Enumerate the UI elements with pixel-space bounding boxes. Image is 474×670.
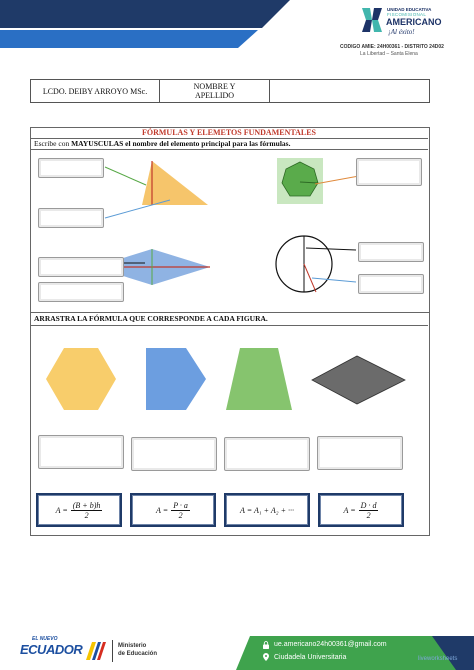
formula-fraction [71,501,103,520]
answer-box-rhombus-top[interactable] [38,257,124,277]
formula-lhs: A = [156,505,169,515]
pointer-arrow-blue [105,200,170,218]
formula-numerator: P · a [173,500,188,510]
answer-box-heptagon[interactable] [356,158,422,186]
footer-ministry [20,632,230,666]
heptagon-figure [275,156,365,208]
formula-denominator: 2 [84,510,89,520]
answer-box-circle-top[interactable] [358,242,424,262]
flag-stripes-icon [82,640,108,662]
school-location: La Libertad – Santa Elena [360,51,418,57]
answer-box-rhombus-bottom[interactable] [38,282,124,302]
contact-email[interactable]: ue.americano24h00361@gmail.com [274,641,387,648]
formula-card-sum[interactable] [224,493,310,527]
footer-divider [112,640,113,662]
school-logo-icon [360,6,384,34]
trapezoid-shape [226,348,292,410]
formula-fraction [359,501,379,520]
name-label: NOMBRE Y APELLIDO [160,80,270,102]
answer-box-circle-bottom[interactable] [358,274,424,294]
section1-instruction [34,139,290,148]
teacher-name: LCDO. DEIBY ARROYO MSc. [31,80,160,102]
ministry-line1: Ministerio [118,643,147,649]
instruction-prefix: Escribe con [34,139,70,148]
formula-fraction [171,501,190,520]
formula-numerator: (B + b)h [72,500,101,510]
school-name-line2: FISCOMISIONAL [387,12,427,17]
formula-card-rhombus[interactable] [318,493,404,527]
section2-title: ARRASTRA LA FÓRMULA QUE CORRESPONDE A CADA FIGURA. [34,314,268,323]
watermark: liveworksheets [418,656,458,662]
contact-address: Ciudadela Universitaria [274,654,347,661]
drop-zone-hexagon[interactable] [38,435,124,469]
info-table [30,79,430,103]
answer-box-triangle-top[interactable] [38,158,104,178]
pointer-arrow-blue-circle [312,278,356,282]
section1-divider [30,149,428,150]
pentagon-shape [146,348,206,410]
formula-denominator: 2 [366,510,371,520]
shapes-row [40,342,420,414]
formula-card-trapezoid[interactable] [36,493,122,527]
drop-zone-rhombus[interactable] [317,436,403,470]
answer-box-triangle-bottom[interactable] [38,208,104,228]
lock-icon [262,641,270,649]
school-brand: AMERICANO [386,17,442,27]
triangle-figure [100,155,220,225]
header-blue-band [0,30,258,48]
ministry-line2: de Educación [118,651,158,657]
formula-lhs: A = [343,505,356,515]
school-name-line1: UNIDAD EDUCATIVA [387,7,432,12]
formula-lhs: A = [55,505,68,515]
instruction-bold: MAYUSCULAS el nombre del elemento principal para las fórmulas. [71,139,291,148]
section1-title: FÓRMULAS Y ELEMETOS FUNDAMENTALES [30,127,428,139]
ministry-tag: EL NUEVO [32,636,58,642]
section2-divider [30,325,428,326]
formula-lhs: A = A₁ + A₂ + ··· [240,505,294,515]
hexagon-shape [46,348,116,410]
formula-denominator: 2 [178,510,183,520]
school-slogan: ¡Al éxito! [388,28,415,36]
header-navy-band [0,0,290,28]
location-pin-icon [262,652,270,662]
gray-rhombus-shape [312,356,405,404]
drop-zone-trapezoid[interactable] [224,437,310,471]
drop-zone-pentagon[interactable] [131,437,217,471]
formula-numerator: D · d [360,500,377,510]
pointer-arrow-green [105,167,146,185]
school-code: CODIGO AMIE: 24H00361 - DISTRITO 24D02 [340,44,444,50]
ministry-brand: ECUADOR [20,642,83,657]
formula-card-polygon[interactable] [130,493,216,527]
pointer-arrow-black-circle [306,248,356,250]
student-name-field[interactable] [271,80,429,102]
